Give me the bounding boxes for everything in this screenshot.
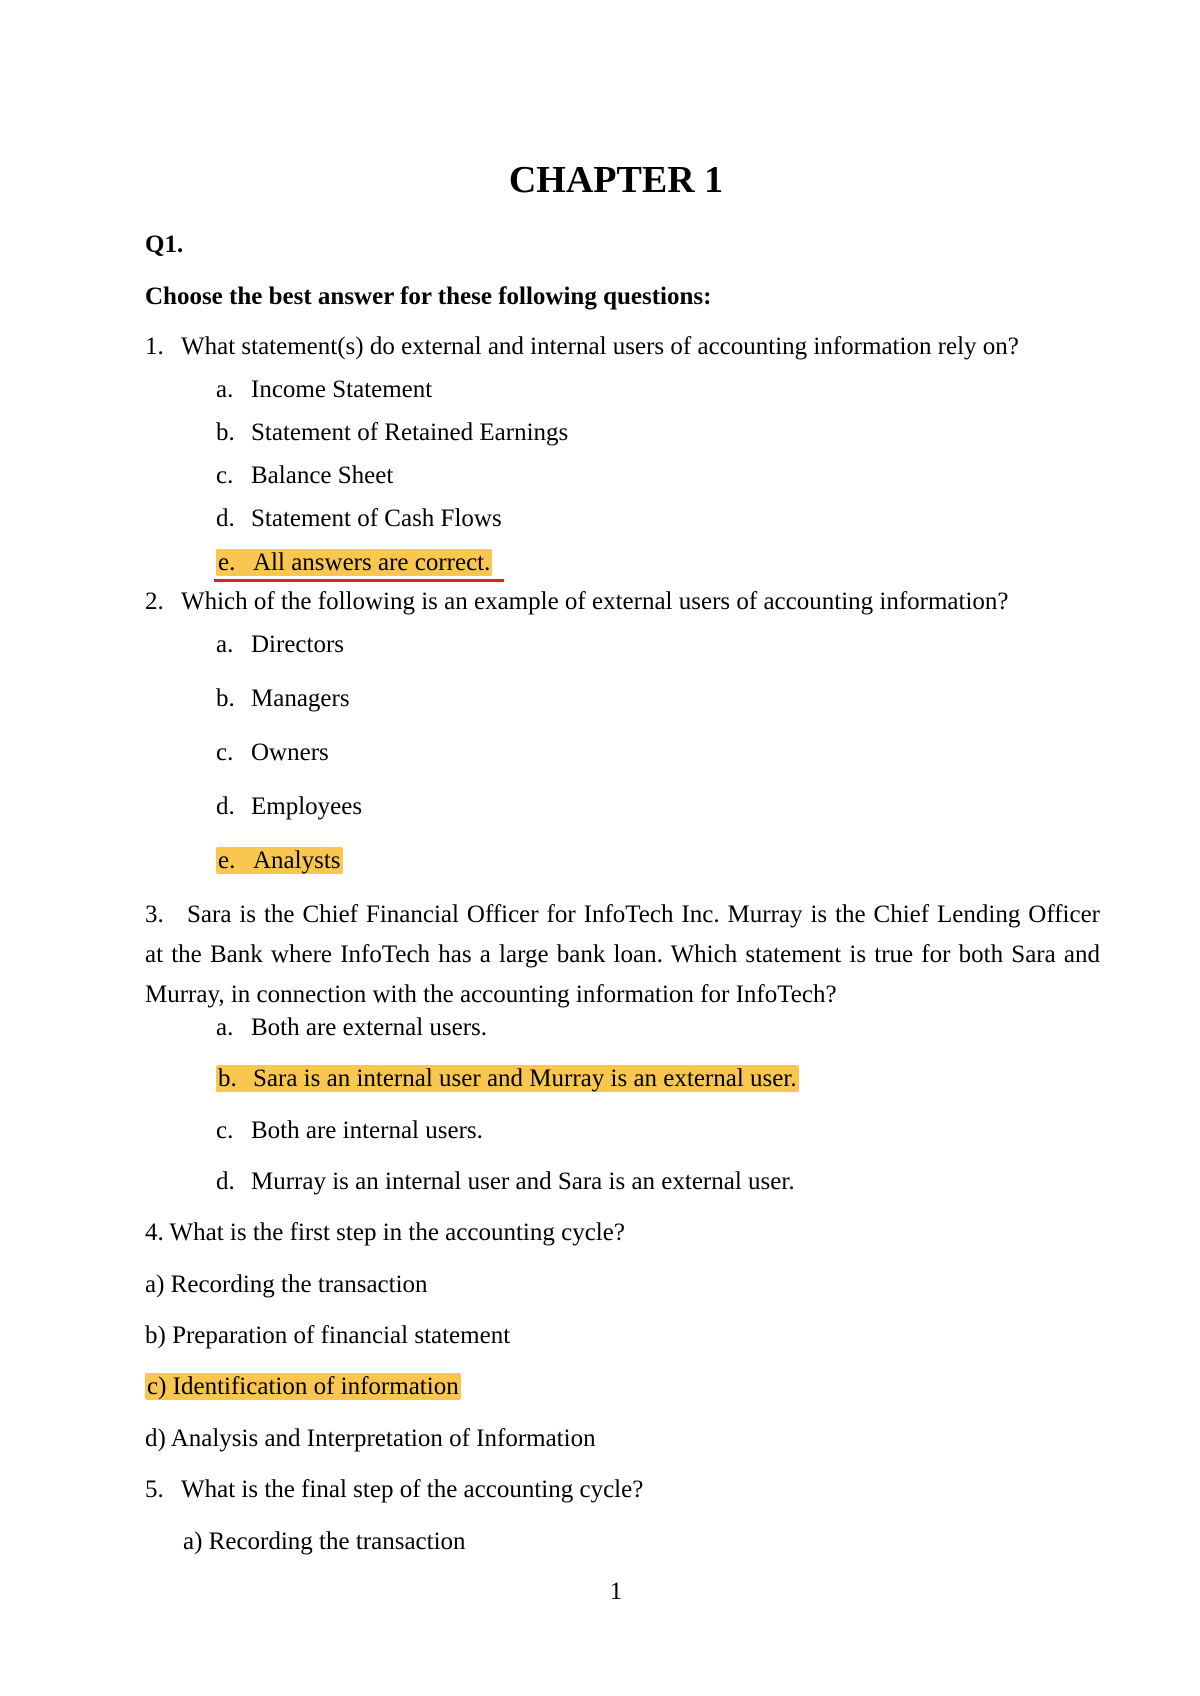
q4-option-b: b) Preparation of financial statement bbox=[145, 1322, 511, 1349]
section-label: Q1. bbox=[145, 231, 184, 258]
answer-highlight bbox=[216, 847, 343, 874]
q3-option-d bbox=[216, 1167, 795, 1197]
q2-option-c bbox=[216, 738, 329, 768]
question-text: What is the final step of the accounting cycle? bbox=[181, 1476, 644, 1503]
option-letter: b. bbox=[216, 419, 235, 446]
option-text: Employees bbox=[251, 793, 363, 820]
question-number: 1. bbox=[145, 333, 164, 360]
answer-highlight: c) Identification of information bbox=[147, 1373, 459, 1400]
option-text: All answers are correct. bbox=[253, 549, 491, 576]
option-text: Both are internal users. bbox=[251, 1117, 483, 1144]
option-text: Statement of Retained Earnings bbox=[251, 419, 569, 446]
question-number: 2. bbox=[145, 588, 164, 615]
option-text: Statement of Cash Flows bbox=[251, 505, 502, 532]
q4-option-a: a) Recording the transaction bbox=[145, 1271, 428, 1298]
answer-highlight bbox=[216, 1065, 799, 1092]
q3-option-a bbox=[216, 1013, 487, 1043]
q4-option-d: d) Analysis and Interpretation of Information bbox=[145, 1425, 596, 1452]
page-number: 1 bbox=[609, 1578, 623, 1605]
question-5 bbox=[145, 1475, 643, 1505]
instruction-text: Choose the best answer for these following questions: bbox=[145, 283, 712, 310]
option-text: Murray is an internal user and Sara is an external user. bbox=[251, 1168, 795, 1195]
q1-option-d bbox=[216, 504, 502, 534]
option-letter: b. bbox=[216, 685, 235, 712]
option-text: Sara is an internal user and Murray is an external user. bbox=[253, 1065, 797, 1092]
page-title: CHAPTER 1 bbox=[508, 159, 724, 201]
q2-option-e-correct bbox=[216, 846, 343, 876]
option-letter: e. bbox=[218, 847, 236, 874]
answer-highlight bbox=[216, 549, 492, 576]
option-text: Directors bbox=[251, 631, 345, 658]
option-text: Owners bbox=[251, 739, 329, 766]
q4-option-c-correct bbox=[145, 1372, 461, 1402]
option-text: Balance Sheet bbox=[251, 462, 394, 489]
option-letter: c. bbox=[216, 1117, 234, 1144]
option-letter: a. bbox=[216, 631, 234, 658]
q5-option-a: a) Recording the transaction bbox=[183, 1528, 466, 1555]
question-text: Sara is the Chief Financial Officer for InfoTech Inc. Murray is the Chief Lending Officer at the Bank where InfoTech has a large bank loan. Which statement is true for both Sara and Murray, in connection with the accounting information for InfoTech? bbox=[145, 901, 1100, 1008]
option-text: Managers bbox=[251, 685, 350, 712]
question-text: What statement(s) do external and internal users of accounting information rely on? bbox=[181, 333, 1019, 360]
option-letter: c. bbox=[216, 462, 234, 489]
q1-option-c bbox=[216, 461, 393, 491]
red-underline bbox=[214, 579, 504, 582]
option-letter: a. bbox=[216, 376, 234, 403]
question-number: 5. bbox=[145, 1476, 164, 1503]
q1-option-a bbox=[216, 375, 432, 405]
q3-option-b-correct bbox=[216, 1064, 799, 1094]
q3-option-c bbox=[216, 1116, 483, 1146]
q2-option-b bbox=[216, 684, 350, 714]
question-4: 4. What is the first step in the accounting cycle? bbox=[145, 1219, 625, 1246]
question-text: Which of the following is an example of external users of accounting information? bbox=[181, 588, 1009, 615]
question-2 bbox=[145, 587, 1009, 617]
q1-option-e-correct bbox=[216, 548, 492, 578]
q2-option-a bbox=[216, 630, 344, 660]
option-letter: c. bbox=[216, 739, 234, 766]
q2-option-d bbox=[216, 792, 362, 822]
option-text: Analysts bbox=[253, 847, 341, 874]
option-text: Income Statement bbox=[251, 376, 433, 403]
option-letter: e. bbox=[218, 549, 236, 576]
option-letter: b. bbox=[218, 1065, 237, 1092]
option-letter: d. bbox=[216, 1168, 235, 1195]
question-1 bbox=[145, 332, 1019, 362]
option-letter: a. bbox=[216, 1014, 234, 1041]
option-text: Both are external users. bbox=[251, 1014, 488, 1041]
question-number: 3. bbox=[145, 901, 164, 928]
option-letter: d. bbox=[216, 793, 235, 820]
q1-option-b bbox=[216, 418, 568, 448]
question-3 bbox=[145, 895, 1100, 1015]
option-letter: d. bbox=[216, 505, 235, 532]
